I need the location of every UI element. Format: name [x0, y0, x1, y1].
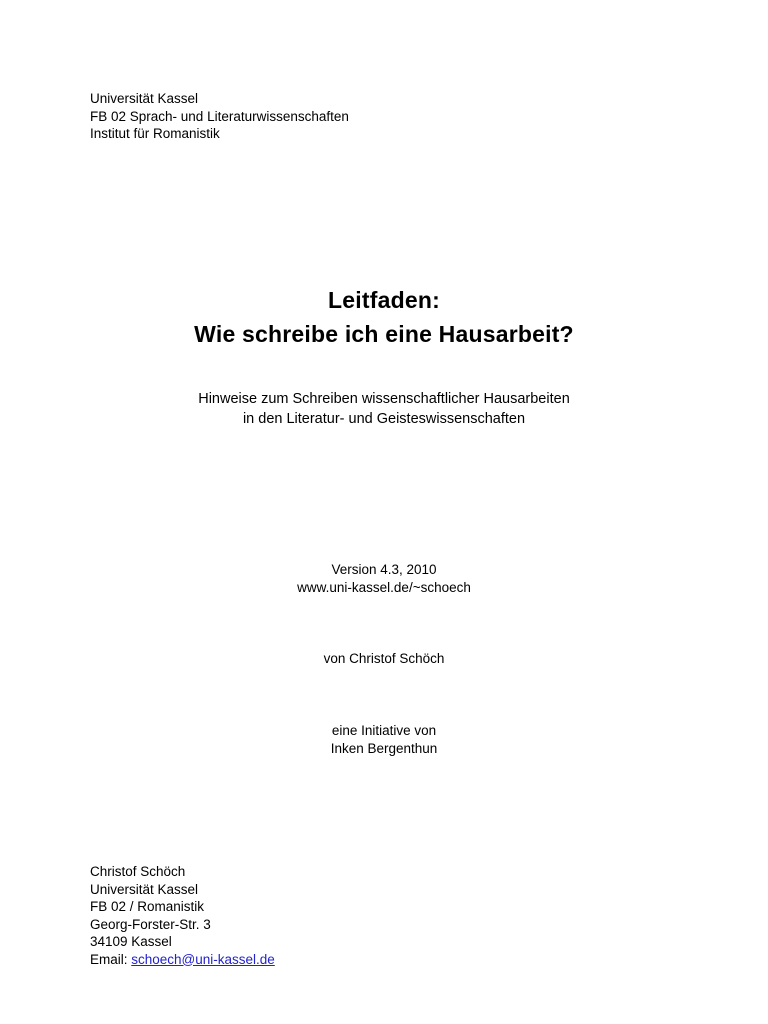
contact-city: 34109 Kassel: [90, 934, 172, 949]
initiative-info: [0, 722, 768, 757]
contact-department: FB 02 / Romanistik: [90, 899, 205, 914]
institution-line-university: Universität Kassel: [90, 91, 199, 106]
institution-line-institute: Institut für Romanistik: [90, 126, 220, 141]
institution-header: [90, 90, 349, 143]
contact-street: Georg-Forster-Str. 3: [90, 916, 211, 932]
initiative-label: eine Initiative von: [331, 723, 437, 738]
contact-name: Christof Schöch: [90, 864, 186, 879]
subtitle-line-2: in den Literatur- und Geisteswissenschaften: [242, 411, 526, 427]
contact-email-line: [90, 951, 275, 969]
initiative-name: Inken Bergenthun: [330, 740, 438, 756]
institution-line-faculty: FB 02 Sprach- und Literaturwissenschaften: [90, 108, 349, 124]
title-line-2: Wie schreibe ich eine Hausarbeit?: [194, 321, 574, 347]
author-info: [0, 650, 768, 668]
version-number: Version 4.3, 2010: [331, 562, 437, 577]
version-url: www.uni-kassel.de/~schoech: [297, 580, 471, 595]
contact-university: Universität Kassel: [90, 881, 199, 897]
contact-block: [90, 863, 275, 968]
contact-email-label: Email:: [90, 951, 132, 967]
document-subtitle: [0, 389, 768, 429]
page-title: [0, 283, 768, 351]
version-info: [0, 561, 768, 597]
title-line-1: Leitfaden:: [328, 287, 440, 313]
author-name: von Christof Schöch: [323, 651, 445, 666]
contact-email-link[interactable]: schoech@uni-kassel.de: [131, 951, 275, 967]
subtitle-line-1: Hinweise zum Schreiben wissenschaftlicher Hausarbeiten: [198, 391, 570, 407]
